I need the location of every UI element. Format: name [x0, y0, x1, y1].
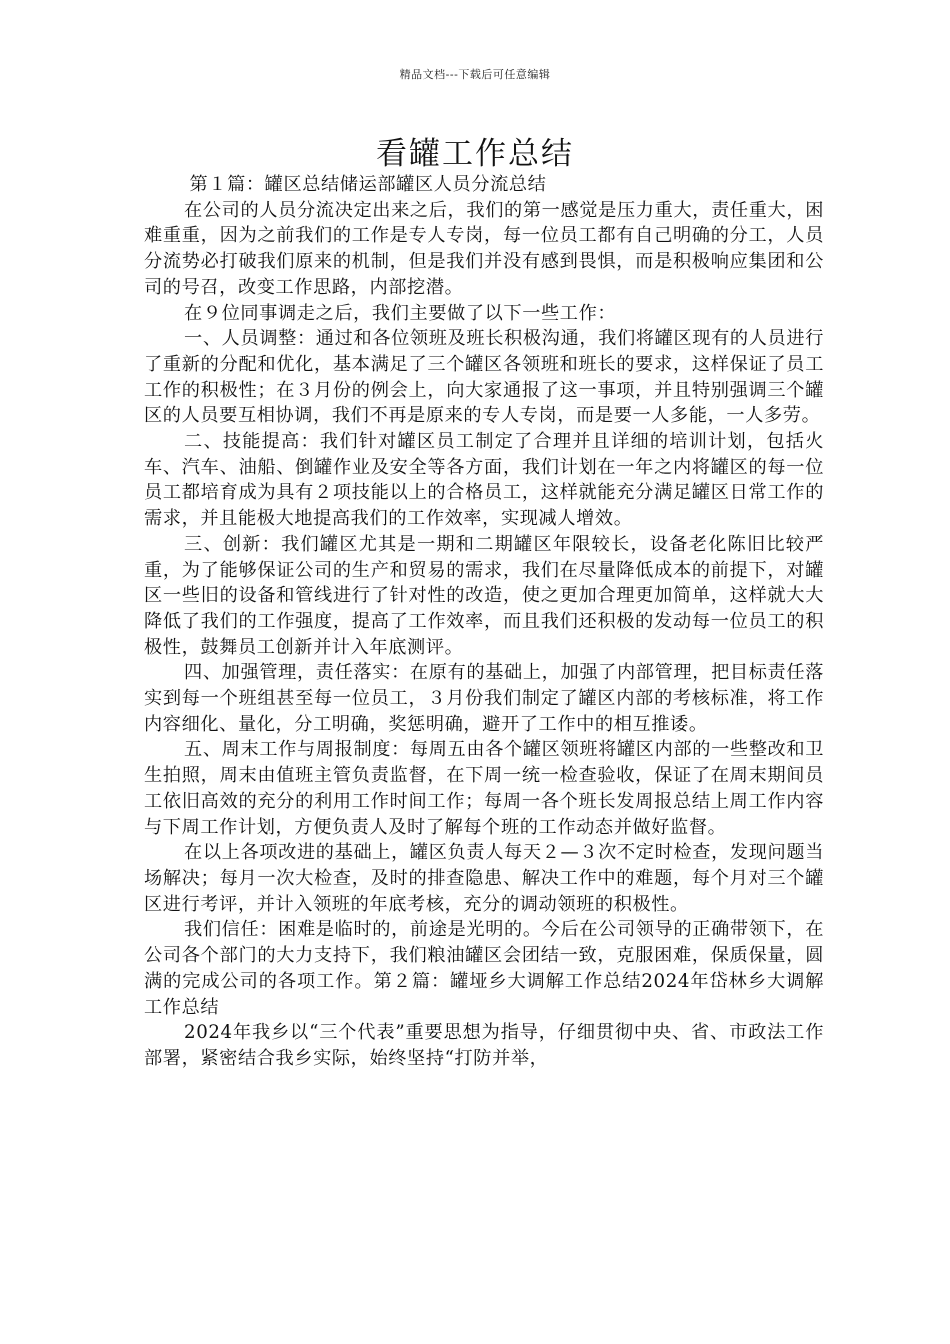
- paragraph: 在９位同事调走之后，我们主要做了以下一些工作：: [184, 302, 617, 324]
- paragraph: 我们信任：困难是临时的，前途是光明的。今后在公司领导的正确带领下，在公司各个部门的大力支持下，我们粮油罐区会团结一致，克服困难，保质保量，圆满的完成公司的各项工作。第２篇：罐垭乡大调解工作总结2024年岱林乡大调解工作总结: [144, 919, 824, 1018]
- paragraph: 二、技能提高：我们针对罐区员工制定了合理并且详细的培训计划，包括火车、汽车、油船、倒罐作业及安全等各方面，我们计划在一年之内将罐区的每一位员工都培育成为具有２项技能以上的合格员工，这样就能充分满足罐区日常工作的需求，并且能极大地提高我们的工作效率，实现减人增效。: [144, 431, 824, 530]
- paragraph: 在公司的人员分流决定出来之后，我们的第一感觉是压力重大，责任重大，困难重重，因为之前我们的工作是专人专岗，每一位员工都有自己明确的分工，人员分流势必打破我们原来的机制，但是我们并没有感到畏惧，而是积极响应集团和公司的号召，改变工作思路，内部挖潜。: [144, 199, 824, 298]
- paragraph: 三、创新：我们罐区尤其是一期和二期罐区年限较长，设备老化陈旧比较严重，为了能够保证公司的生产和贸易的需求，我们在尽量降低成本的前提下，对罐区一些旧的设备和管线进行了针对性的改造，使之更加合理更加简单，这样就大大降低了我们的工作强度，提高了工作效率，而且我们还积极的发动每一位员工的积极性，鼓舞员工创新并计入年底测评。: [144, 533, 824, 658]
- document-body: [144, 172, 824, 1072]
- section-heading: 第１篇：罐区总结储运部罐区人员分流总结: [189, 174, 547, 195]
- paragraph: 四、加强管理，责任落实：在原有的基础上，加强了内部管理，把目标责任落实到每一个班组甚至每一位员工，３月份我们制定了罐区内部的考核标准，将工作内容细化、量化，分工明确，奖惩明确，避开了工作中的相互推诿。: [144, 662, 824, 735]
- paragraph: 一、人员调整：通过和各位领班及班长积极沟通，我们将罐区现有的人员进行了重新的分配和优化，基本满足了三个罐区各领班和班长的要求，这样保证了员工工作的积极性；在３月份的例会上，向大家通报了这一事项，并且特别强调三个罐区的人员要互相协调，我们不再是原来的专人专岗，而是要一人多能，一人多劳。: [144, 328, 824, 427]
- paragraph: 2024年我乡以“三个代表”重要思想为指导，仔细贯彻中央、省、市政法工作部署，紧密结合我乡实际，始终坚持“打防并举，: [144, 1022, 824, 1069]
- paragraph: 五、周末工作与周报制度：每周五由各个罐区领班将罐区内部的一些整改和卫生拍照，周末由值班主管负责监督，在下周一统一检查验收，保证了在周末期间员工依旧高效的充分的利用工作时间工作；每周一各个班长发周报总结上周工作内容与下周工作计划，方便负责人及时了解每个班的工作动态并做好监督。: [144, 739, 824, 838]
- paragraph: 在以上各项改进的基础上，罐区负责人每天２—３次不定时检查，发现问题当场解决；每月一次大检查，及时的排查隐患、解决工作中的难题，每个月对三个罐区进行考评，并计入领班的年底考核，充分的调动领班的积极性。: [144, 842, 824, 915]
- header-note: 精品文档---下载后可任意编辑: [399, 68, 551, 81]
- document-title: 看罐工作总结: [376, 136, 574, 172]
